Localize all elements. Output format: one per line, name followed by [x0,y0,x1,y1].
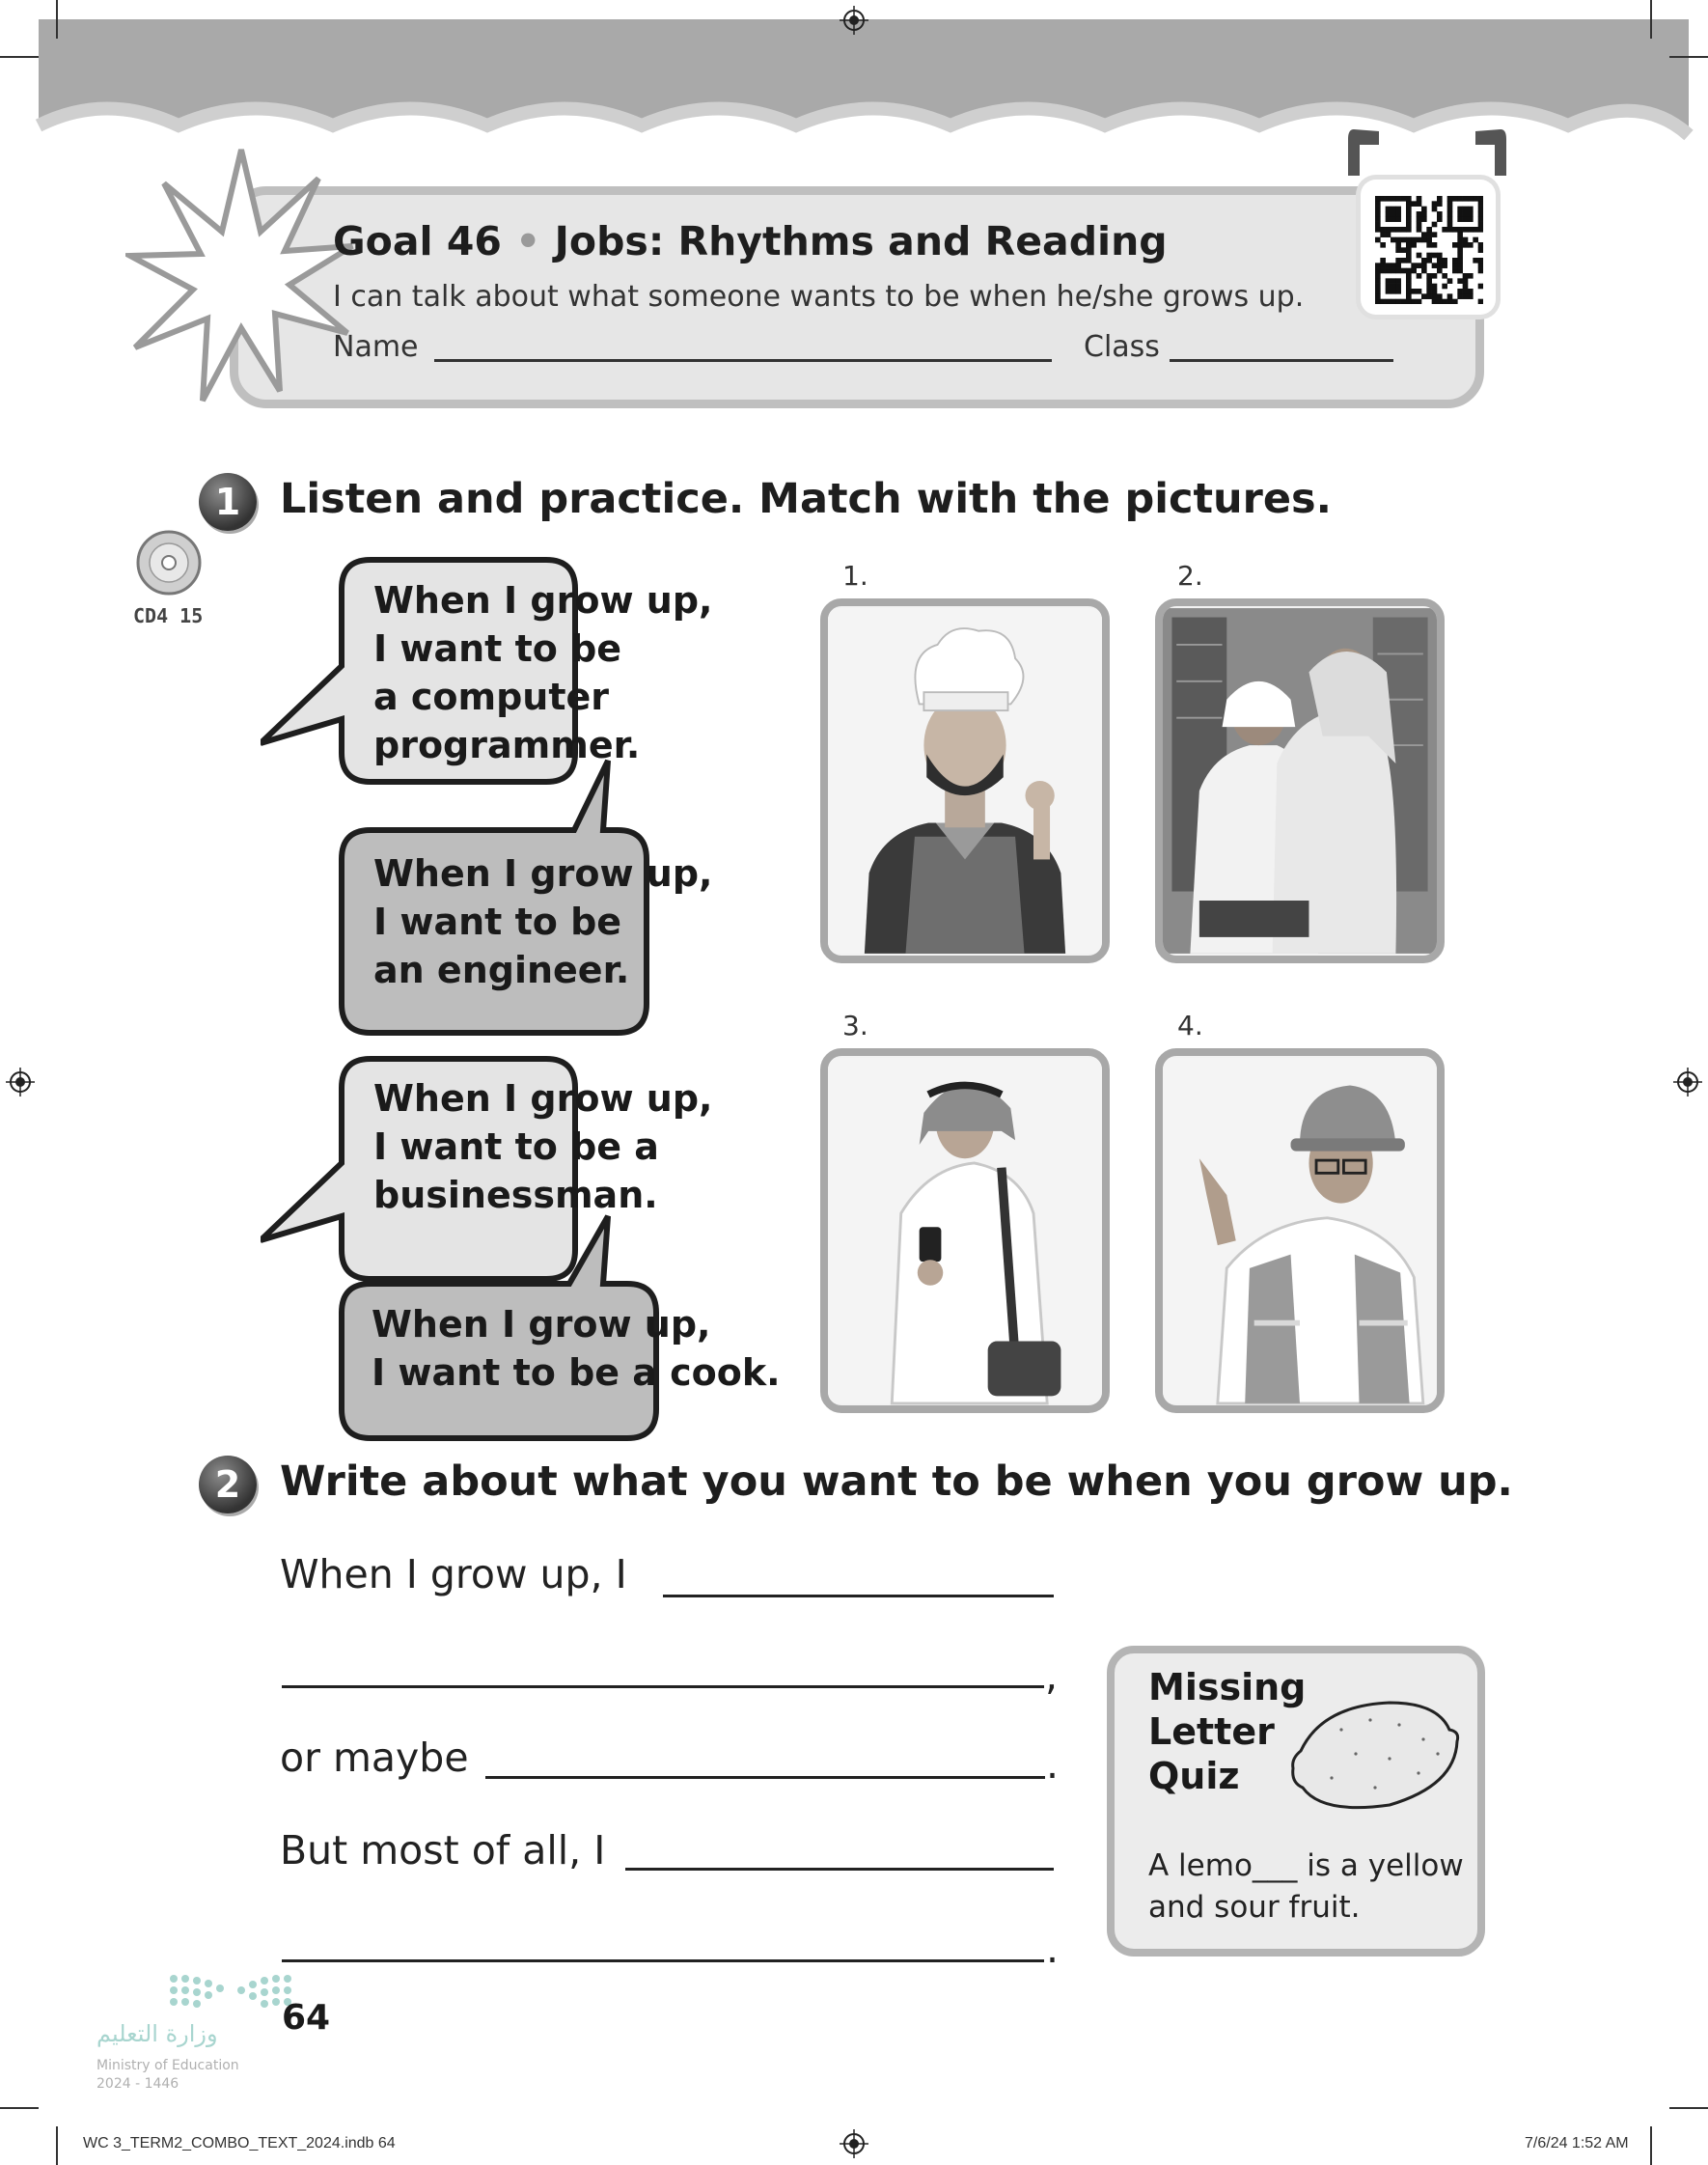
write-line-3-field[interactable] [485,1776,1045,1779]
crop-mark [56,0,58,39]
crop-mark [1650,0,1652,39]
bubble-line: businessman. [373,1174,658,1216]
exercise-1-badge: 1 [199,473,257,531]
registration-mark-icon [840,2129,868,2158]
starburst-icon [125,140,357,430]
cd-track-label: CD4 15 [133,604,204,627]
footer-file-info: WC 3_TERM2_COMBO_TEXT_2024.indb 64 [83,2135,396,2151]
bubble-line: When I grow up, [373,579,713,622]
name-label: Name [333,330,419,364]
goal-objective: I can talk about what someone wants to be when he/she grows up. [333,280,1305,314]
exercise-2-instruction: Write about what you want to be when you grow up. [280,1457,1513,1506]
goal-topic: Jobs: Rhythms and Reading [554,218,1168,264]
bubble-line: When I grow up, [373,1077,713,1120]
bubble-2-text [373,849,712,994]
bubble-line: I want to be [373,627,622,670]
bubble-line: a computer [373,676,610,718]
lemon-icon [1283,1691,1462,1817]
crop-mark [1669,2107,1708,2109]
write-line-1-field[interactable] [663,1595,1054,1597]
ministry-year: 2024 - 1446 [96,2076,179,2092]
goal-separator: • [515,218,541,264]
registration-mark-icon [840,6,868,35]
footer-date-info: 7/6/24 1:52 AM [1525,2135,1629,2151]
write-line-3-prefix: or maybe [280,1735,469,1781]
goal-label: Goal 46 [333,218,502,264]
quiz-text-line: and sour fruit. [1148,1890,1361,1925]
photo-engineer[interactable] [1155,1048,1445,1413]
class-label: Class [1084,330,1160,364]
write-line-4-prefix: But most of all, I [280,1827,606,1874]
quiz-title [1148,1665,1306,1798]
write-line-4-field[interactable] [625,1868,1054,1871]
exercise-1-instruction: Listen and practice. Match with the pictures. [280,475,1332,523]
registration-mark-icon [1673,1068,1702,1096]
write-line-3-period: . [1046,1741,1060,1788]
ministry-arabic: وزارة التعليم [96,2020,218,2047]
goal-title [333,218,1168,264]
bubble-line: I want to be a [373,1125,659,1168]
write-line-5-field[interactable] [282,1959,1044,1962]
bubble-line: I want to be a cook. [372,1351,781,1394]
clip-icon [1472,125,1508,181]
qr-code-icon[interactable] [1375,196,1483,304]
programmer-illustration [1163,606,1437,956]
bubble-1-text [373,576,712,769]
bubble-line: I want to be [373,901,622,943]
bubble-3-text [373,1074,712,1219]
cd-audio-icon[interactable] [135,529,203,597]
clip-icon [1346,125,1383,181]
ministry-text [96,2020,239,2094]
photo-computer-programmer[interactable] [1155,598,1445,963]
write-line-2-field[interactable] [282,1685,1044,1688]
exercise-2-badge: 2 [199,1456,257,1513]
quiz-text-line: A lemo___ is a yellow [1148,1848,1464,1883]
businessman-illustration [828,1056,1102,1405]
picture-3-number: 3. [842,1010,868,1041]
quiz-title-line: Missing [1148,1666,1307,1708]
crop-mark [1669,56,1708,58]
ministry-english: Ministry of Education [96,2058,239,2073]
engineer-illustration [1163,1056,1437,1405]
bubble-line: When I grow up, [372,1303,711,1346]
bubble-line: When I grow up, [373,852,713,895]
picture-4-number: 4. [1177,1010,1203,1041]
name-field[interactable] [434,359,1052,362]
registration-mark-icon [6,1068,35,1096]
picture-1-number: 1. [842,560,868,592]
write-line-5-period: . [1046,1926,1060,1972]
bubble-line: programmer. [373,724,641,766]
page-number: 64 [282,1998,331,2038]
photo-cook[interactable] [820,598,1110,963]
photo-businessman[interactable] [820,1048,1110,1413]
crop-mark [1650,2126,1652,2165]
crop-mark [56,2126,58,2165]
bubble-line: an engineer. [373,949,630,991]
class-field[interactable] [1170,359,1393,362]
cook-illustration [828,606,1102,956]
crop-mark [0,2107,39,2109]
quiz-title-line: Quiz [1148,1755,1240,1797]
picture-2-number: 2. [1177,560,1203,592]
crop-mark [0,56,39,58]
write-line-1-prefix: When I grow up, I [280,1551,627,1597]
write-line-2-comma: , [1045,1652,1059,1699]
quiz-title-line: Letter [1148,1710,1275,1753]
quiz-text [1148,1846,1464,1929]
bubble-4-text [372,1300,781,1397]
